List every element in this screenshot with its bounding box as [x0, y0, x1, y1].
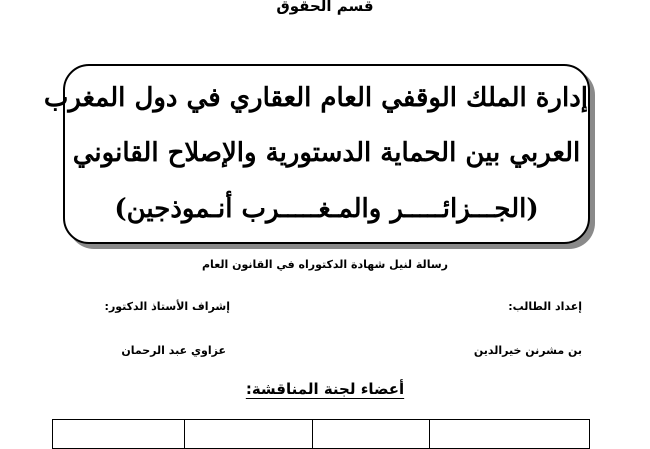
thesis-title-line-2: العربي بين الحماية الدستورية والإصلاح القانوني: [72, 138, 581, 168]
student-label: إعداد الطالب:: [508, 300, 582, 313]
table-row: [53, 420, 590, 449]
table-cell: [184, 420, 312, 449]
thesis-title-line-1: إدارة الملك الوقفي العام العقاري في دول المغرب: [43, 83, 588, 113]
department-heading: قسم الحقوق: [276, 0, 374, 15]
table-cell: [430, 420, 590, 449]
supervisor-name: عزاوي عبد الرحمان: [121, 344, 226, 357]
student-name: بن مشرنن خيرالدين: [473, 344, 582, 357]
thesis-title-frame: [43, 64, 590, 244]
committee-table: [52, 419, 590, 449]
supervisor-label: إشراف الأستاذ الدكتور:: [104, 300, 230, 313]
thesis-degree-subtitle: رسالة لنيل شهادة الدكتوراه في القانون العام: [202, 258, 448, 271]
table-cell: [53, 420, 185, 449]
thesis-title-line-3: (الجـــزائـــــر والمـغـــــرب أنـموذجين): [114, 194, 539, 224]
table-cell: [312, 420, 430, 449]
committee-heading: أعضاء لجنة المناقشة:: [245, 380, 405, 398]
